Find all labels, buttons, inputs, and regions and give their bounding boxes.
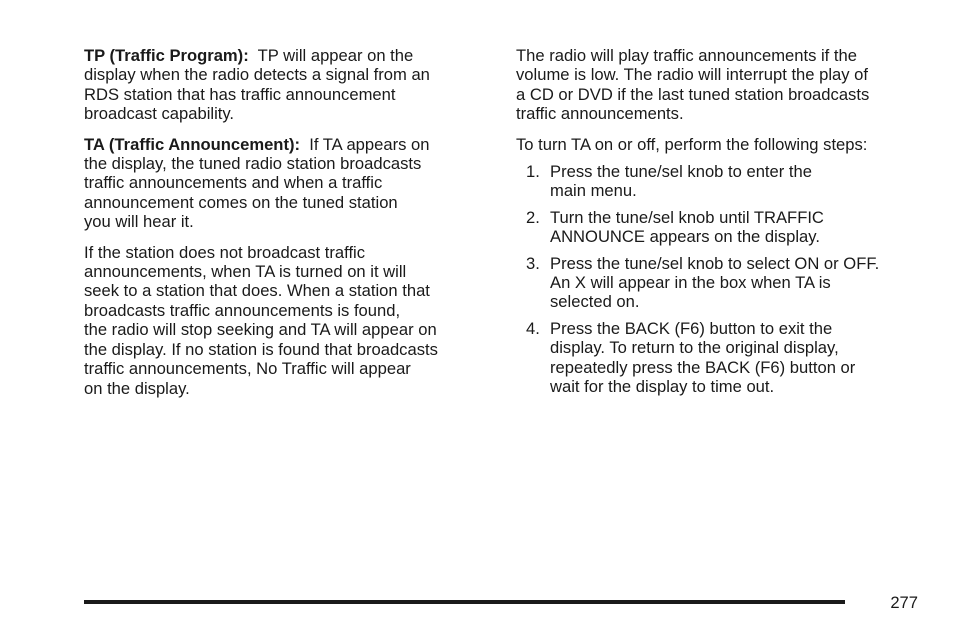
step-text-line: selected on.	[550, 292, 640, 312]
steps-intro: To turn TA on or off, perform the following steps:	[516, 134, 868, 154]
station-text-line: the display. If no station is found that broadcasts	[84, 339, 438, 359]
station-text-line: on the display.	[84, 378, 190, 398]
step-text-line: display. To return to the original display,	[550, 338, 839, 358]
ta-text-line: announcement comes on the tuned station	[84, 192, 398, 212]
steps-list	[516, 162, 916, 396]
ta-heading: TA (Traffic Announcement):	[84, 134, 301, 154]
step-text-line: main menu.	[550, 181, 637, 201]
step-item	[516, 319, 916, 397]
intro-text-line: volume is low. The radio will interrupt the play of	[516, 65, 869, 85]
intro-text-line: a CD or DVD if the last tuned station broadcasts	[516, 84, 870, 104]
tp-text-line: broadcast capability.	[84, 104, 235, 124]
station-text-line: broadcasts traffic announcements is found,	[84, 300, 401, 320]
page-number: 277	[890, 593, 918, 612]
station-text-line: the radio will stop seeking and TA will appear on	[84, 320, 437, 340]
step-text-line: Press the BACK (F6) button to exit the	[550, 318, 833, 338]
tp-paragraph	[84, 46, 476, 124]
step-text-line: wait for the display to time out.	[550, 377, 775, 397]
ta-text-line: you will hear it.	[84, 212, 194, 232]
step-number: 3.	[526, 253, 540, 273]
right-column	[516, 46, 916, 404]
station-text-line: traffic announcements, No Traffic will appear	[84, 359, 411, 379]
left-column	[84, 46, 476, 409]
step-item	[516, 254, 916, 312]
intro-text-line: traffic announcements.	[516, 104, 684, 124]
footer-rule	[84, 600, 845, 604]
step-item	[516, 162, 916, 201]
ta-text-line: the display, the tuned radio station broadcasts	[84, 154, 422, 174]
step-number: 4.	[526, 318, 540, 338]
station-text-line: If the station does not broadcast traffic	[84, 242, 366, 262]
tp-text-line: display when the radio detects a signal from an	[84, 65, 430, 85]
step-text-line: Press the tune/sel knob to select ON or OFF.	[550, 253, 880, 273]
ta-text-line: If TA appears on	[300, 134, 430, 154]
step-text-line: An X will appear in the box when TA is	[550, 273, 831, 293]
tp-text-line: RDS station that has traffic announcement	[84, 84, 396, 104]
station-text-line: seek to a station that does. When a station that	[84, 281, 430, 301]
step-text-line: Turn the tune/sel knob until TRAFFIC	[550, 207, 824, 227]
step-text-line: repeatedly press the BACK (F6) button or	[550, 357, 856, 377]
tp-text-line: TP will appear on the	[248, 46, 414, 65]
tp-heading: TP (Traffic Program):	[84, 46, 249, 65]
intro-text-line: The radio will play traffic announcements if the	[516, 46, 857, 65]
step-number: 1.	[526, 162, 540, 182]
ta-text-line: traffic announcements and when a traffic	[84, 173, 383, 193]
station-paragraph	[84, 243, 476, 398]
station-text-line: announcements, when TA is turned on it will	[84, 262, 407, 282]
step-item	[516, 208, 916, 247]
step-text-line: Press the tune/sel knob to enter the	[550, 162, 812, 182]
step-number: 2.	[526, 207, 540, 227]
intro-paragraph	[516, 46, 916, 124]
step-text-line: ANNOUNCE appears on the display.	[550, 227, 820, 247]
ta-paragraph	[84, 135, 476, 232]
